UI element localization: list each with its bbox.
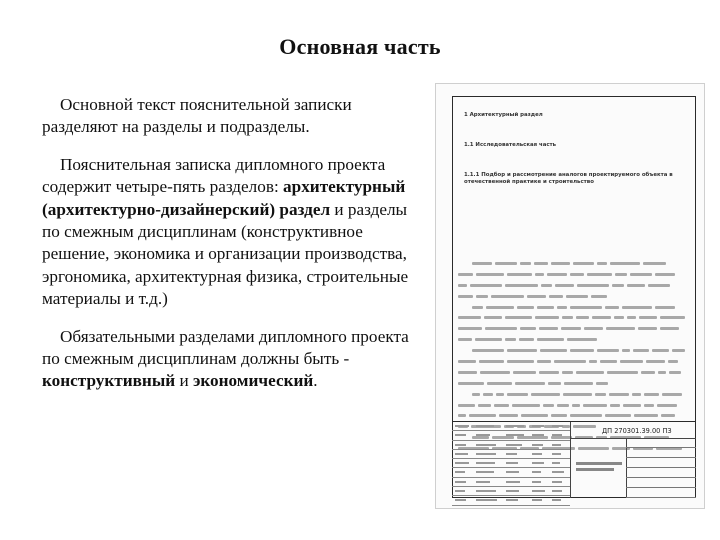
scan-text-line [458,402,692,410]
scan-text-line [458,282,692,290]
scan-text-line [458,391,692,399]
stamp-code: ДП 270301.39.00 ПЗ [602,427,672,435]
paragraph-mandatory-bold-1: конструктивный [42,371,176,391]
stamp-grid [452,422,571,498]
stamp-row [452,450,570,459]
paragraph-mandatory-lead: Обязательными разделами дипломного проекта по смежным дисциплинам должны быть - [42,326,409,369]
body-text [42,94,422,393]
slide-title: Основная часть [279,34,441,59]
scan-text-line [458,380,692,388]
stamp-cell [626,448,696,458]
scan-text-line [458,260,692,268]
scan-text-line [458,358,692,366]
paragraph-mandatory [42,326,422,393]
stamp-row [452,487,570,496]
paragraph-mandatory-bold-2: экономический [192,371,314,391]
stamp-right-cells [626,438,696,498]
scan-text-line [458,271,692,279]
scan-text-line [458,369,692,377]
stamp-row [452,441,570,450]
stamp-label-line-2 [576,468,614,471]
scan-text-line [458,412,692,420]
stamp-row [452,422,570,431]
paragraph-contents-tail: и разделы по смежным дисциплинам (конструктивное решение, экономика и организации производства, эргономика, архитектурная физика, строительные материалы и т.д.) [42,199,409,309]
paragraph-mandatory-mid: и [175,371,193,391]
stamp-cell [626,468,696,478]
scan-text-line [458,325,692,333]
stamp-row [452,496,570,505]
stamp-row [452,468,570,477]
paragraph-contents [42,154,422,311]
scan-text-line [458,293,692,301]
stamp-cell [626,488,696,498]
scan-heading-2: 1.1 Исследовательская часть [464,142,557,148]
stamp-label-line [576,462,622,465]
scan-text-line [458,314,692,322]
scan-text-line [458,347,692,355]
title-block-stamp [452,421,696,498]
paragraph-mandatory-tail: . [313,371,318,391]
scan-heading-3: 1.1.1 Подбор и рассмотрение аналогов проектируемого объекта в отечественной практике и строительство [464,172,673,185]
stamp-row [452,459,570,468]
scan-text-line [458,336,692,344]
stamp-row [452,478,570,487]
stamp-cell [626,438,696,448]
stamp-cell [626,478,696,488]
paragraph-sections: Основной текст пояснительной записки разделяют на разделы и подразделы. [42,95,352,137]
paragraph-contents-lead: Пояснительная записка дипломного проекта содержит четыре-пять разделов: [42,154,386,197]
scan-heading-1: 1 Архитектурный раздел [464,112,543,118]
paragraph-contents-bold: архитектурный (архитектурно-дизайнерский) раздел [42,177,406,219]
scan-text-line [458,304,692,312]
stamp-row [452,431,570,440]
stamp-cell [626,458,696,468]
scanned-page-image [436,84,704,508]
